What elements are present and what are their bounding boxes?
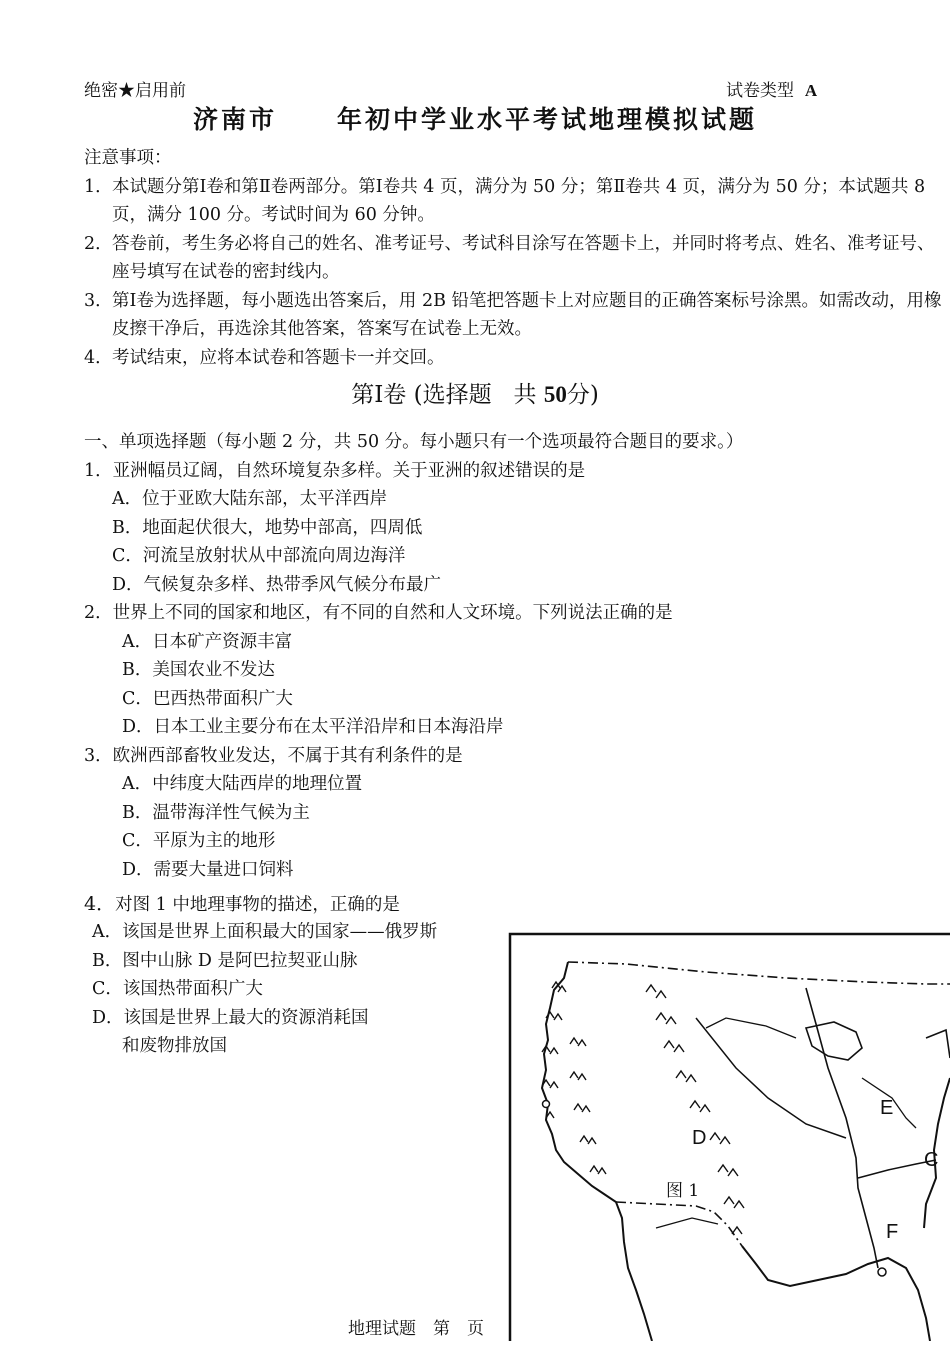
note-num: 4． — [84, 347, 113, 368]
figure-caption: 图 1 — [666, 1181, 700, 1201]
part-heading: 一、单项选择题（每小题 2 分，共 50 分。每小题只有一个选项最符合题目的要求。） — [84, 432, 744, 452]
section-prefix: 第Ⅰ卷 — [351, 382, 407, 408]
option-3d: D．需要大量进口饲料 — [122, 859, 294, 880]
question-4-num: 4． — [84, 893, 116, 915]
note-item-2 — [84, 230, 944, 287]
city-dot — [878, 1268, 886, 1276]
option-2c: C．巴西热带面积广大 — [122, 688, 293, 709]
note-text: 答卷前，考生务必将自己的姓名、准考证号、考试科目涂写在答题卡上，并同时将考点、姓名、准考证号、座号填写在试卷的密封线内。 — [112, 233, 935, 282]
title-main: 年初中学业水平考试地理模拟试题 — [337, 105, 758, 134]
river-tributary — [706, 1018, 796, 1038]
note-text: 考试结束，应将本试卷和答题卡一并交回。 — [112, 347, 445, 368]
note-item-4 — [84, 344, 944, 373]
option-1a: A．位于亚欧大陆东部，太平洋西岸 — [112, 489, 388, 509]
option-2b: B．美国农业不发达 — [122, 660, 275, 680]
note-num: 3． — [84, 290, 113, 311]
section-score: 50 — [543, 382, 567, 407]
option-1d: D．气候复杂多样、热带季风气候分布最广 — [112, 574, 442, 595]
note-item-3 — [84, 287, 944, 344]
section-suffix: 分) — [566, 382, 599, 408]
option-1b: B．地面起伏很大，地势中部高，四周低 — [112, 517, 423, 538]
section-title — [0, 376, 950, 409]
question-4-stem — [84, 890, 400, 920]
map-label-d: D — [692, 1127, 707, 1149]
notes-heading: 注意事项： — [84, 148, 172, 168]
option-1c: C．河流呈放射状从中部流向周边海洋 — [112, 546, 406, 566]
section-paren: (选择题 — [413, 382, 492, 408]
missouri-river — [696, 1018, 846, 1138]
option-3b: B．温带海洋性气候为主 — [122, 802, 310, 823]
figure-1-map — [506, 928, 950, 1341]
question-stem-1: 1．亚洲幅员辽阔，自然环境复杂多样。关于亚洲的叙述错误的是 — [84, 460, 586, 481]
note-text: 本试题分第Ⅰ卷和第Ⅱ卷两部分。第Ⅰ卷共 4 页，满分为 50 分；第Ⅱ卷共 4 页，满分为 50 分；本试题共 8 页，满分 100 分。考试时间为 60 分钟。 — [112, 176, 926, 225]
map-drawing — [506, 928, 950, 1341]
option-4b: B．图中山脉 D 是阿巴拉契亚山脉 — [92, 950, 358, 971]
southern-border — [616, 1202, 742, 1246]
paper-type — [726, 76, 817, 101]
west-coastline — [542, 962, 652, 1341]
great-lake — [926, 1030, 950, 1058]
city-dot — [543, 1101, 550, 1108]
option-3c: C．平原为主的地形 — [122, 831, 276, 851]
option-3a: A．中纬度大陆西岸的地理位置 — [122, 774, 363, 794]
gulf-coastline — [742, 1246, 930, 1341]
river-tributary — [656, 1218, 718, 1228]
option-2d: D．日本工业主要分布在太平洋沿岸和日本海沿岸 — [122, 717, 504, 737]
question-4-options — [92, 918, 437, 1061]
paper-type-label: 试卷类型 — [726, 81, 794, 101]
coastal-mountains — [542, 982, 606, 1174]
page-footer: 地理试题 第 页 — [348, 1319, 484, 1339]
note-num: 2． — [84, 233, 113, 254]
option-2a: A．日本矿产资源丰富 — [122, 631, 293, 652]
notes-section — [84, 144, 944, 372]
question-stem-2: 2．世界上不同的国家和地区，有不同的自然和人文环境。下列说法正确的是 — [84, 603, 673, 623]
option-4a: A．该国是世界上面积最大的国家——俄罗斯 — [92, 922, 438, 942]
questions-block — [84, 428, 944, 884]
map-label-c: C — [924, 1149, 939, 1171]
option-4d: D．该国是世界上最大的资源消耗国 — [92, 1007, 369, 1028]
northern-border — [568, 962, 950, 984]
note-num: 1． — [84, 176, 113, 197]
section-gap: 共 — [513, 382, 537, 408]
page-title — [0, 100, 950, 136]
map-label-e: E — [880, 1097, 894, 1119]
note-text: 第Ⅰ卷为选择题，每小题选出答案后，用 2B 铅笔把答题卡上对应题目的正确答案标号涂黑。如需改动，用橡皮擦干净后，再选涂其他答案，答案写在试卷上无效。 — [112, 290, 942, 339]
great-lake — [806, 1022, 862, 1060]
map-frame — [510, 934, 950, 1341]
option-4d-continued: 和废物排放国 — [122, 1036, 227, 1056]
title-city: 济南市 — [192, 105, 277, 134]
question-4-text: 对图 1 中地理事物的描述，正确的是 — [115, 895, 400, 915]
question-stem-3: 3．欧洲西部畜牧业发达，不属于其有利条件的是 — [84, 745, 463, 766]
paper-type-value: A — [804, 81, 818, 100]
option-4c: C．该国热带面积广大 — [92, 979, 263, 999]
secret-header: 绝密★启用前 — [84, 81, 186, 101]
note-item-1 — [84, 173, 944, 230]
map-label-f: F — [886, 1221, 899, 1243]
